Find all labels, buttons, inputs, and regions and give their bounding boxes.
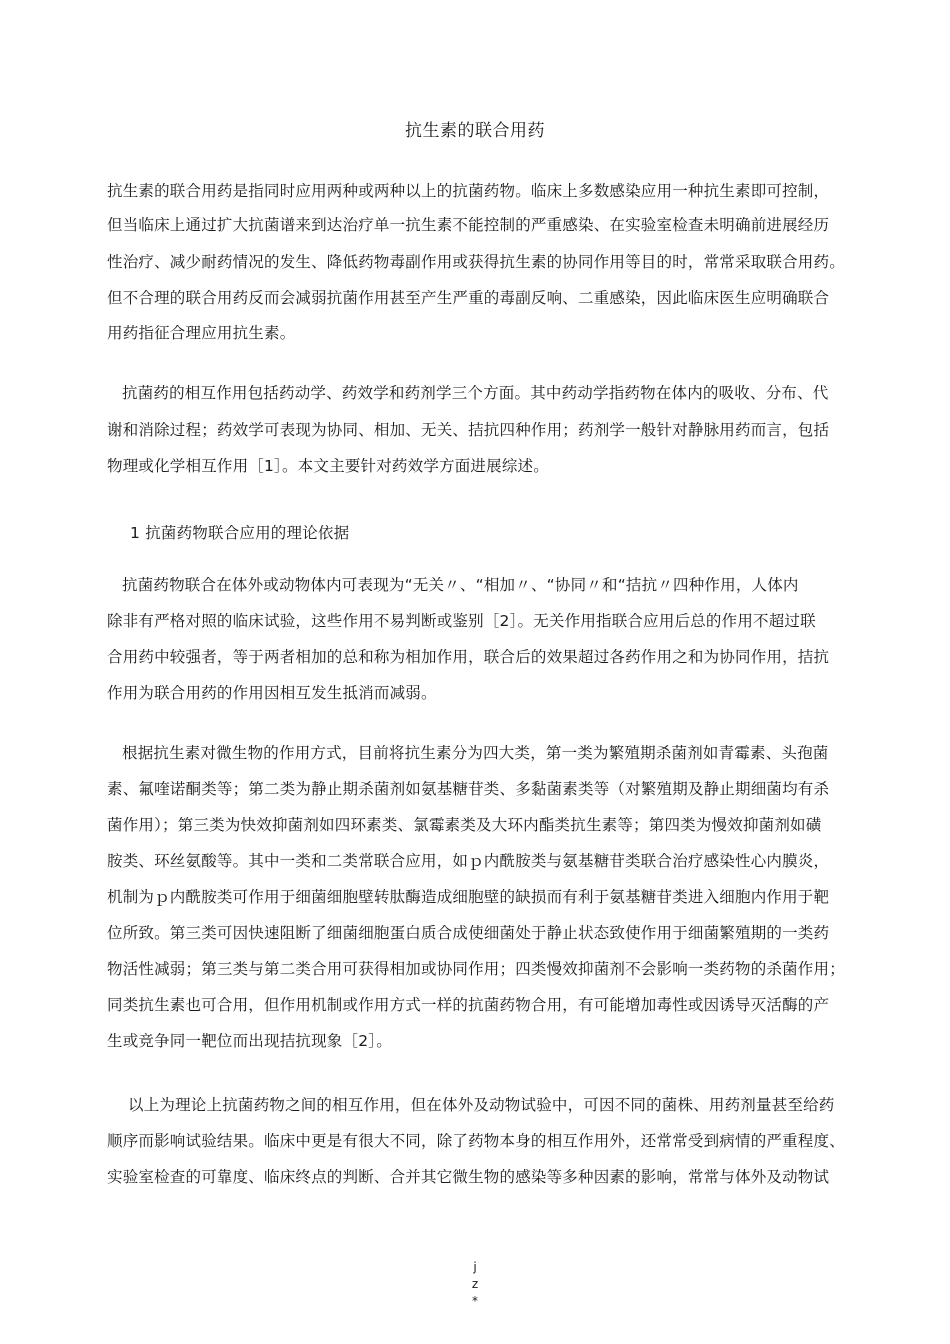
text-line: 但不合理的联合用药反而会减弱抗菌作用甚至产生严重的毒副反响、二重感染，因此临床医生应明确联合 [107, 289, 830, 307]
text-line: 胺类、环丝氨酸等。其中一类和二类常联合应用，如ｐ内酰胺类与氨基糖苷类联合治疗感染性心内膜炎， [107, 852, 830, 870]
text-line: 顺序而影响试验结果。临床中更是有很大不同，除了药物本身的相互作用外，还常常受到病情的严重程度、 [107, 1132, 845, 1150]
text-line: 菌作用）；第三类为快效抑菌剂如四环素类、氯霉素类及大环内酯类抗生素等；第四类为慢效抑菌剂如磺 [107, 816, 822, 834]
text-line: 实验室检查的可靠度、临床终点的判断、合并其它微生物的感染等多种因素的影响，常常与体外及动物试 [107, 1168, 830, 1186]
text-line: 合用药中较强者，等于两者相加的总和称为相加作用，联合后的效果超过各药作用之和为协同作用，拮抗 [107, 648, 830, 666]
footer-mark-line: z [471, 1277, 479, 1291]
text-line: 根据抗生素对微生物的作用方式，目前将抗生素分为四大类，第一类为繁殖期杀菌剂如青霉素、头孢菌 [122, 744, 829, 762]
text-line: 抗菌药物联合在体外或动物体内可表现为“无关〃、“相加〃、“协同〃和“拮抗〃四种作用，人体内 [122, 576, 799, 594]
text-line: 物理或化学相互作用［1］。本文主要针对药效学方面进展综述。 [107, 457, 549, 475]
text-line: 谢和消除过程；药效学可表现为协同、相加、无关、拮抗四种作用；药剂学一般针对静脉用药而言，包括 [107, 421, 830, 439]
text-line: 素、氟喹诺酮类等；第二类为静止期杀菌剂如氨基糖苷类、多黏菌素类等（对繁殖期及静止期细菌均有杀 [107, 780, 830, 798]
text-line: 用药指征合理应用抗生素。 [107, 324, 296, 342]
text-line: 作用为联合用药的作用因相互发生抵消而减弱。 [107, 684, 437, 702]
section-heading-text: 1 抗菌药物联合应用的理论依据 [130, 524, 350, 542]
text-line: 物活性减弱；第三类与第二类合用可获得相加或协同作用；四类慢效抑菌剂不会影响一类药物的杀菌作用； [107, 960, 845, 978]
text-line: 生或竞争同一靶位而出现拮抗现象［2］。 [107, 1032, 392, 1050]
text-line: 但当临床上通过扩大抗菌谱来到达治疗单一抗生素不能控制的严重感染、在实验室检查未明确前进展经历 [107, 216, 830, 234]
text-line: 抗生素的联合用药是指同时应用两种或两种以上的抗菌药物。临床上多数感染应用一种抗生素即可控制， [107, 182, 830, 200]
text-line: 抗菌药的相互作用包括药动学、药效学和药剂学三个方面。其中药动学指药物在体内的吸收、分布、代 [122, 384, 829, 402]
footer-mark-line: * [472, 1294, 478, 1308]
text-line: 同类抗生素也可合用，但作用机制或作用方式一样的抗菌药物合用，有可能增加毒性或因诱导灭活酶的产 [107, 996, 830, 1014]
text-line: 除非有严格对照的临床试验，这些作用不易判断或鉴别［2］。无关作用指联合应用后总的作用不超过联 [107, 612, 816, 630]
text-line: 性治疗、减少耐药情况的发生、降低药物毒副作用或获得抗生素的协同作用等目的时，常常采取联合用药。 [107, 253, 845, 271]
footer-mark-line: j [473, 1260, 477, 1274]
document-title: 抗生素的联合用药 [405, 121, 545, 141]
text-line: 位所致。第三类可因快速阻断了细菌细胞蛋白质合成使细菌处于静止状态致使作用于细菌繁殖期的一类药 [107, 924, 830, 942]
text-line: 以上为理论上抗菌药物之间的相互作用，但在体外及动物试验中，可因不同的菌株、用药剂量甚至给药 [128, 1096, 835, 1114]
text-line: 机制为ｐ内酰胺类可作用于细菌细胞壁转肽酶造成细胞壁的缺损而有利于氨基糖苷类进入细胞内作用于靶 [107, 888, 830, 906]
